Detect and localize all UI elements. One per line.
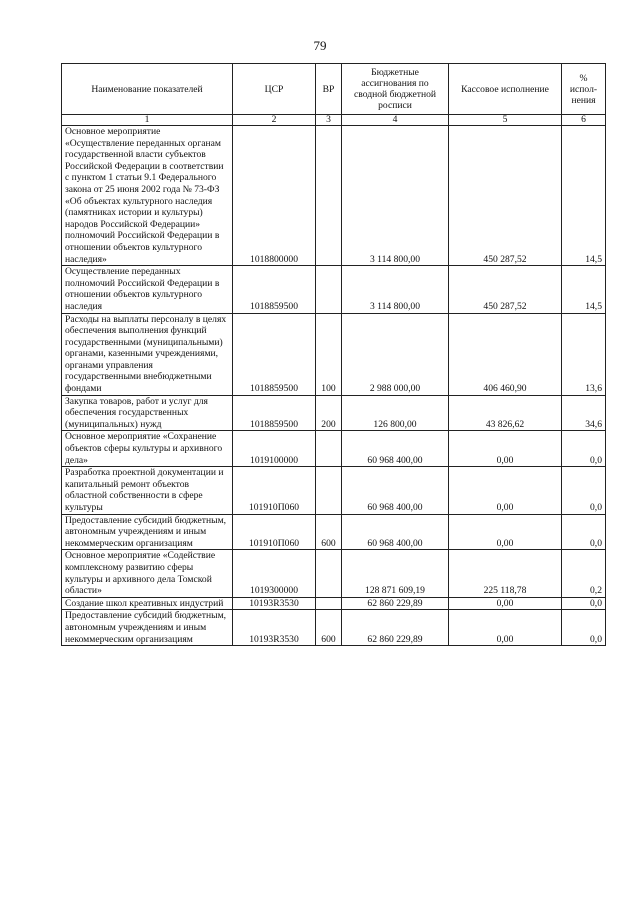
row-csr: 1018800000	[233, 126, 316, 266]
row-budget: 60 968 400,00	[342, 467, 449, 514]
row-vr: 600	[316, 610, 342, 646]
row-percent: 0,2	[562, 550, 606, 597]
row-percent: 0,0	[562, 467, 606, 514]
row-percent: 13,6	[562, 313, 606, 395]
table-row	[62, 126, 606, 266]
row-execution: 0,00	[449, 597, 562, 610]
row-vr	[316, 597, 342, 610]
row-budget: 62 860 229,89	[342, 610, 449, 646]
header-row	[62, 64, 606, 115]
row-percent: 0,0	[562, 431, 606, 467]
table-row	[62, 467, 606, 514]
table-row	[62, 313, 606, 395]
header-vr: ВР	[316, 64, 342, 115]
column-number: 4	[342, 115, 449, 126]
row-name: Закупка товаров, работ и услуг для обеспечения государственных (муниципальных) нужд	[62, 395, 233, 431]
row-execution: 0,00	[449, 514, 562, 550]
row-csr: 101910П060	[233, 467, 316, 514]
row-execution: 0,00	[449, 467, 562, 514]
row-vr	[316, 266, 342, 313]
row-execution: 43 826,62	[449, 395, 562, 431]
table-row	[62, 431, 606, 467]
row-name: Предоставление субсидий бюджетным, автономным учреждениям и иным некоммерческим организациям	[62, 610, 233, 646]
column-number: 5	[449, 115, 562, 126]
row-execution: 406 460,90	[449, 313, 562, 395]
row-vr	[316, 467, 342, 514]
row-csr: 10193R3530	[233, 597, 316, 610]
row-name: Основное мероприятие «Сохранение объектов сферы культуры и архивного дела»	[62, 431, 233, 467]
table-row	[62, 597, 606, 610]
column-number-row	[62, 115, 606, 126]
column-number: 3	[316, 115, 342, 126]
header-csr: ЦСР	[233, 64, 316, 115]
row-name: Осуществление переданных полномочий Российской Федерации в отношении объектов культурного наследия	[62, 266, 233, 313]
page-number: 79	[313, 38, 327, 53]
header-percent: % испол-нения	[562, 64, 606, 115]
row-percent: 0,0	[562, 610, 606, 646]
row-percent: 34,6	[562, 395, 606, 431]
header-execution: Кассовое исполнение	[449, 64, 562, 115]
row-execution: 450 287,52	[449, 266, 562, 313]
column-number: 1	[62, 115, 233, 126]
row-budget: 128 871 609,19	[342, 550, 449, 597]
column-number: 6	[562, 115, 606, 126]
row-name: Разработка проектной документации и капитальный ремонт объектов областной собственности в сфере культуры	[62, 467, 233, 514]
row-budget: 60 968 400,00	[342, 514, 449, 550]
budget-execution-table	[61, 63, 606, 646]
row-budget: 3 114 800,00	[342, 266, 449, 313]
row-csr: 101910П060	[233, 514, 316, 550]
table-row	[62, 395, 606, 431]
row-vr	[316, 126, 342, 266]
header-name: Наименование показателей	[62, 64, 233, 115]
row-budget: 62 860 229,89	[342, 597, 449, 610]
row-name: Создание школ креативных индустрий	[62, 597, 233, 610]
table-row	[62, 610, 606, 646]
row-budget: 2 988 000,00	[342, 313, 449, 395]
row-percent: 0,0	[562, 597, 606, 610]
row-csr: 1018859500	[233, 395, 316, 431]
row-name: Основное мероприятие «Содействие комплексному развитию сферы культуры и архивного дела Томской области»	[62, 550, 233, 597]
row-csr: 10193R3530	[233, 610, 316, 646]
row-name: Основное мероприятие «Осуществление переданных органам государственной власти субъектов Российской Федерации в соответствии с пунктом 1 статьи 9.1 Федерального закона от 25 июня 2002 года № 73-ФЗ «Об объектах культурного наследия (памятниках истории и культуры) народов Российской Федерации» полномочий Российской Федерации в отношении объектов культурного наследия»	[62, 126, 233, 266]
row-execution: 225 118,78	[449, 550, 562, 597]
row-name: Расходы на выплаты персоналу в целях обеспечения выполнения функций государственными (муниципальными) органами, казенными учреждениями, органами управления государственными внебюджетными фондами	[62, 313, 233, 395]
row-vr: 600	[316, 514, 342, 550]
row-execution: 450 287,52	[449, 126, 562, 266]
row-vr	[316, 431, 342, 467]
row-vr: 200	[316, 395, 342, 431]
row-budget: 60 968 400,00	[342, 431, 449, 467]
row-vr: 100	[316, 313, 342, 395]
header-budget: Бюджетные ассигнования по сводной бюджетной росписи	[342, 64, 449, 115]
row-execution: 0,00	[449, 610, 562, 646]
row-csr: 1019100000	[233, 431, 316, 467]
row-budget: 126 800,00	[342, 395, 449, 431]
row-budget: 3 114 800,00	[342, 126, 449, 266]
row-csr: 1018859500	[233, 313, 316, 395]
row-percent: 0,0	[562, 514, 606, 550]
table-row	[62, 514, 606, 550]
row-csr: 1018859500	[233, 266, 316, 313]
table-row	[62, 550, 606, 597]
row-name: Предоставление субсидий бюджетным, автономным учреждениям и иным некоммерческим организациям	[62, 514, 233, 550]
row-percent: 14,5	[562, 126, 606, 266]
row-execution: 0,00	[449, 431, 562, 467]
row-percent: 14,5	[562, 266, 606, 313]
row-csr: 1019300000	[233, 550, 316, 597]
column-number: 2	[233, 115, 316, 126]
table-row	[62, 266, 606, 313]
row-vr	[316, 550, 342, 597]
